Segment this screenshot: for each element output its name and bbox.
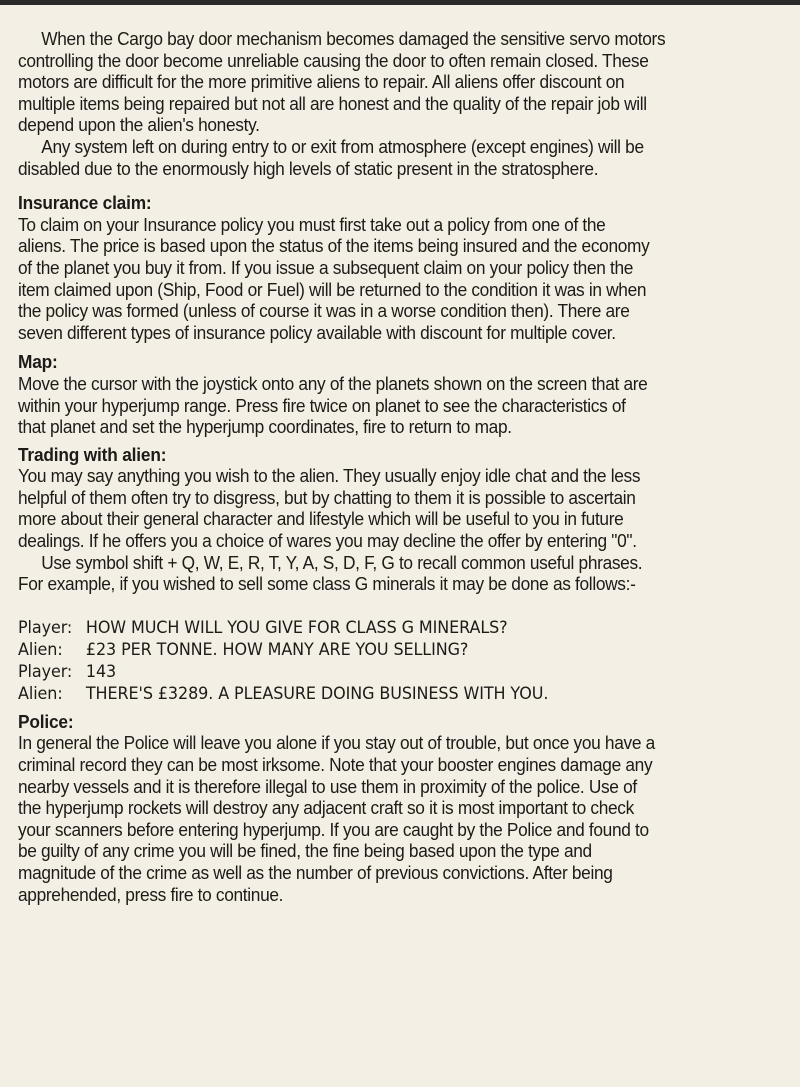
dialogue-text: HOW MUCH WILL YOU GIVE FOR CLASS G MINERALS? (85, 617, 508, 638)
map-heading: Map: (18, 351, 58, 373)
map-section (18, 351, 784, 437)
text-line: dealings. If he offers you a choice of wares you may decline the offer by entering "0". (18, 530, 637, 552)
text-line: item claimed upon (Ship, Food or Fuel) will be returned to the condition it was in when (18, 278, 647, 300)
intro-paragraph-2 (18, 136, 784, 179)
police-heading: Police: (18, 710, 74, 732)
insurance-heading: Insurance claim: (18, 192, 152, 214)
dialogue-speaker: Alien: (18, 683, 63, 704)
text-line: aliens. The price is based upon the status of the items being insured and the economy (18, 235, 650, 257)
text-line: criminal record they can be most irksome. Note that your booster engines damage any (18, 754, 653, 776)
text-line: Any system left on during entry to or exit from atmosphere (except engines) will be (41, 135, 644, 157)
text-line: within your hyperjump range. Press fire twice on planet to see the characteristics of (18, 394, 626, 416)
text-line: When the Cargo bay door mechanism becomes damaged the sensitive servo motors (41, 28, 666, 49)
dialogue-line (18, 683, 784, 705)
document-page (18, 28, 784, 905)
police-section (18, 711, 784, 905)
text-line: depend upon the alien's honesty. (18, 114, 260, 136)
example-dialogue (18, 617, 784, 705)
text-line: your scanners before entering hyperjump. If you are caught by the Police and found to (18, 818, 649, 840)
trading-heading: Trading with alien: (18, 443, 167, 465)
text-line: To claim on your Insurance policy you must first take out a policy from one of the (18, 213, 606, 235)
text-line: seven different types of insurance policy available with discount for multiple cover. (18, 321, 616, 343)
trading-section (18, 444, 784, 705)
text-line: controlling the door become unreliable causing the door to often remain closed. These (18, 49, 649, 71)
intro-paragraph-1 (18, 28, 784, 136)
text-line: Use symbol shift + Q, W, E, R, T, Y, A, S, D, F, G to recall common useful phrases. (41, 551, 643, 573)
dialogue-line (18, 639, 784, 661)
text-line: nearby vessels and it is therefore illegal to use them in proximity of the police. Use of (18, 775, 637, 797)
text-line: For example, if you wished to sell some class G minerals it may be done as follows:- (18, 573, 636, 595)
insurance-section (18, 192, 784, 343)
text-line: apprehended, press fire to continue. (18, 883, 284, 905)
text-line: disabled due to the enormously high levels of static present in the stratosphere. (18, 157, 599, 179)
text-line: helpful of them often try to disgress, but by chatting to them it is possible to ascertain (18, 486, 636, 508)
text-line: motors are difficult for the more primitive aliens to repair. All aliens offer discount on (18, 71, 625, 93)
dialogue-text: £23 PER TONNE. HOW MANY ARE YOU SELLING? (85, 639, 469, 660)
text-line: be guilty of any crime you will be fined, the fine being based upon the type and (18, 840, 592, 862)
dialogue-line (18, 617, 784, 639)
dialogue-text: THERE'S £3289. A PLEASURE DOING BUSINESS WITH YOU. (85, 683, 549, 704)
text-line: Move the cursor with the joystick onto any of the planets shown on the screen that are (18, 372, 648, 394)
dialogue-speaker: Player: (18, 661, 73, 682)
dialogue-text: 143 (85, 661, 117, 682)
dialogue-line (18, 661, 784, 683)
dialogue-speaker: Alien: (18, 639, 63, 660)
dialogue-speaker: Player: (18, 617, 73, 638)
text-line: multiple items being repaired but not all are honest and the quality of the repair job will (18, 92, 647, 114)
text-line: the policy was formed (unless of course it was in a worse condition then). There are (18, 300, 630, 322)
text-line: of the planet you buy it from. If you issue a subsequent claim on your policy then the (18, 256, 634, 278)
text-line: You may say anything you wish to the alien. They usually enjoy idle chat and the less (18, 465, 641, 487)
text-line: In general the Police will leave you alone if you stay out of trouble, but once you have a (18, 732, 655, 754)
text-line: the hyperjump rockets will destroy any adjacent craft so it is most important to check (18, 797, 634, 819)
text-line: magnitude of the crime as well as the number of previous convictions. After being (18, 862, 613, 883)
text-line: more about their general character and lifestyle which will be useful to you in future (18, 508, 624, 530)
text-line: that planet and set the hyperjump coordinates, fire to return to map. (18, 416, 512, 438)
page-top-edge (0, 0, 800, 5)
